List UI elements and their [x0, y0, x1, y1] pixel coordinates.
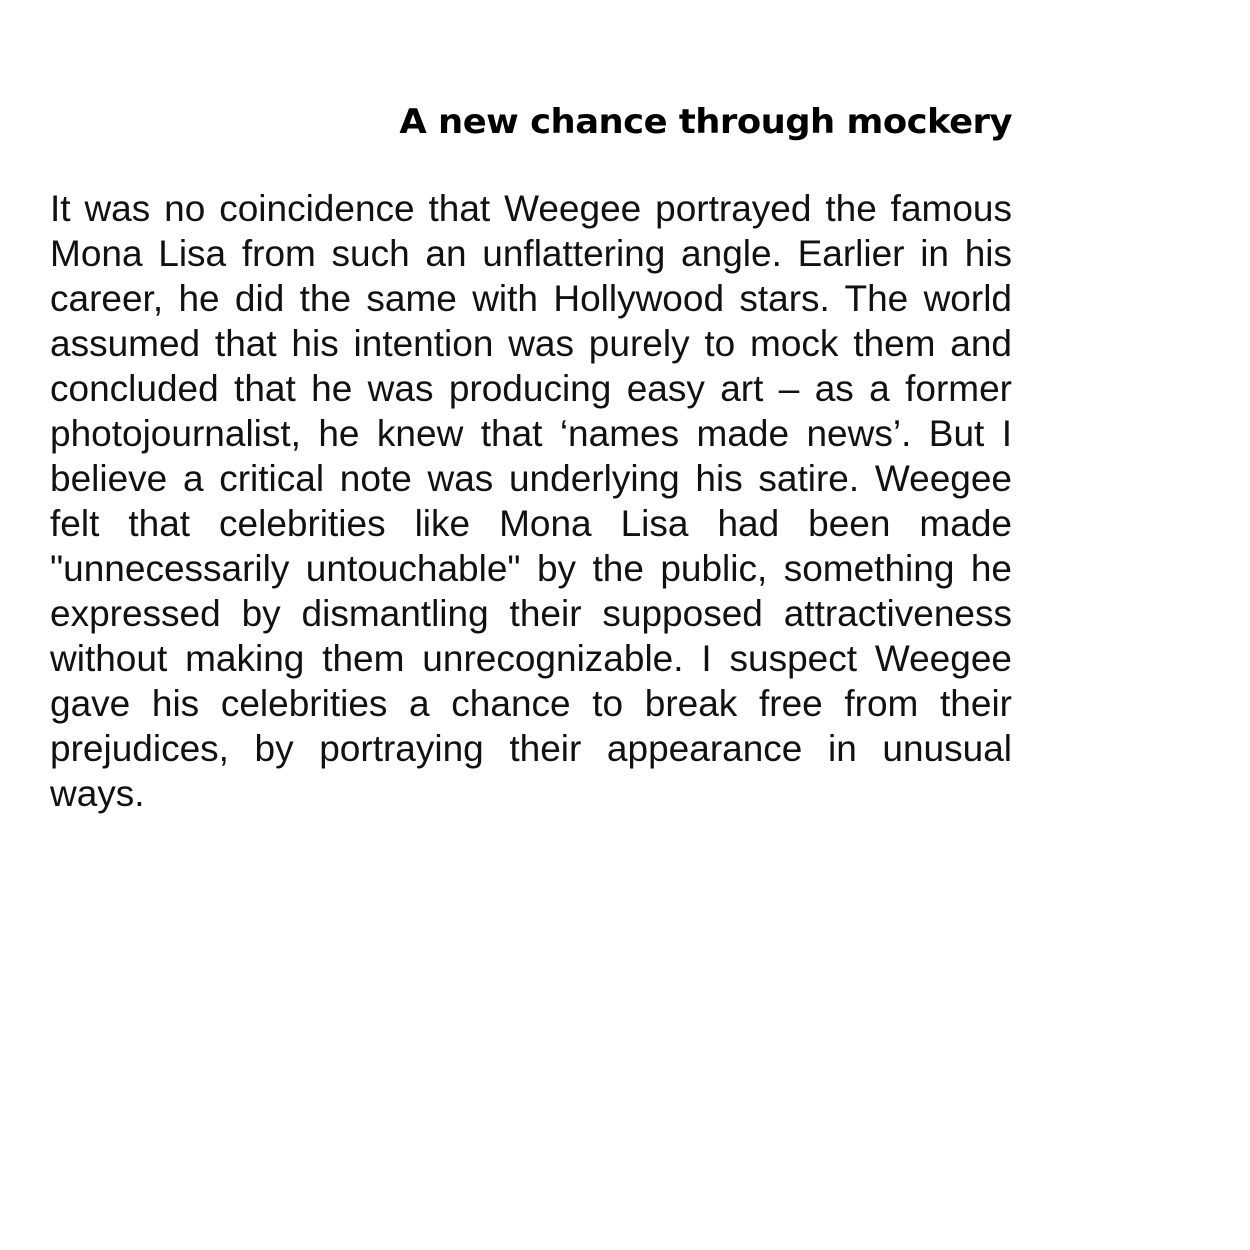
article-body: It was no coincidence that Weegee portrayed the famous Mona Lisa from such an unflattering angle. Earlier in his career, he did the same with Hollywood stars. The world assumed that his intention was purely to mock them and concluded that he was producing easy art – as a former photojournalist, he knew that ‘names made news’. But I believe a critical note was underlying his satire. Weegee felt that celebrities like Mona Lisa had been made "unnecessarily untouchable" by the public, something he expressed by dismantling their supposed attractiveness without making them unrecognizable. I suspect Weegee gave his celebrities a chance to break free from their prejudices, by portraying their appearance in unusual ways. — [50, 188, 1012, 814]
article — [50, 98, 1012, 816]
article-heading: A new chance through mockery — [399, 102, 1013, 142]
